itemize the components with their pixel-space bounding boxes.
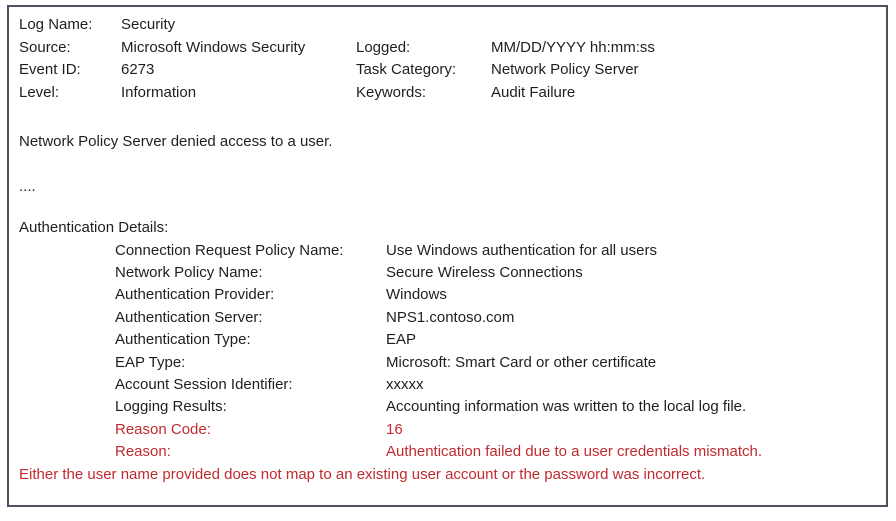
detail-row-connection-request-policy-name [19, 240, 876, 262]
detail-value: Authentication failed due to a user credentials mismatch. [386, 443, 763, 461]
detail-value: Secure Wireless Connections [386, 263, 583, 281]
detail-label: Reason Code: [115, 420, 211, 438]
detail-row-logging-results [19, 396, 876, 418]
detail-value: Use Windows authentication for all users [386, 241, 657, 259]
event-header [19, 14, 876, 104]
authentication-details-list [19, 240, 876, 464]
detail-label: Authentication Server: [115, 308, 263, 326]
header-row [19, 37, 876, 60]
detail-row-reason-code [19, 419, 876, 441]
detail-label: Account Session Identifier: [115, 375, 293, 393]
detail-label: EAP Type: [115, 353, 186, 371]
detail-row-eap-type [19, 352, 876, 374]
event-id-label: Event ID: [19, 61, 81, 78]
source-value: Microsoft Windows Security [121, 38, 306, 56]
detail-label: Reason: [115, 443, 171, 461]
header-row [19, 59, 876, 82]
keywords-value: Audit Failure [491, 83, 576, 101]
log-name-value: Security [121, 16, 176, 33]
keywords-label: Keywords: [356, 83, 427, 101]
header-row [19, 14, 876, 37]
task-category-label: Task Category: [356, 61, 457, 78]
logged-label: Logged: [356, 38, 411, 56]
authentication-details-heading: Authentication Details: [19, 219, 169, 236]
header-spacer [356, 14, 491, 37]
detail-value: xxxxx [386, 375, 424, 393]
detail-row-network-policy-name [19, 262, 876, 284]
event-id-value: 6273 [121, 61, 155, 78]
logged-value: MM/DD/YYYY hh:mm:ss [491, 38, 655, 56]
detail-label: Logging Results: [115, 398, 227, 416]
detail-row-authentication-server [19, 307, 876, 329]
source-label: Source: [19, 38, 71, 56]
level-value: Information [121, 83, 197, 101]
detail-value: NPS1.contoso.com [386, 308, 515, 326]
event-detail-panel [7, 5, 888, 507]
log-name-label: Log Name: [19, 16, 93, 33]
detail-value: Windows [386, 286, 447, 304]
detail-value: Microsoft: Smart Card or other certificate [386, 353, 657, 371]
event-description: Network Policy Server denied access to a user. [19, 133, 333, 150]
detail-value: Accounting information was written to the local log file. [386, 398, 747, 416]
detail-label: Authentication Type: [115, 331, 251, 349]
header-row [19, 82, 876, 105]
detail-label: Network Policy Name: [115, 263, 263, 281]
detail-row-authentication-type [19, 329, 876, 351]
detail-row-account-session-identifier [19, 374, 876, 396]
task-category-value: Network Policy Server [491, 61, 639, 78]
header-spacer [491, 14, 876, 37]
detail-row-authentication-provider [19, 284, 876, 306]
detail-label: Authentication Provider: [115, 286, 275, 304]
detail-label: Connection Request Policy Name: [115, 241, 344, 259]
detail-value: EAP [386, 331, 417, 349]
detail-row-reason [19, 441, 876, 463]
truncation-ellipsis: .... [19, 177, 36, 195]
level-label: Level: [19, 83, 60, 101]
detail-value: 16 [386, 420, 403, 438]
reason-explanation-text: Either the user name provided does not map to an existing user account or the password was incorrect. [19, 465, 706, 483]
